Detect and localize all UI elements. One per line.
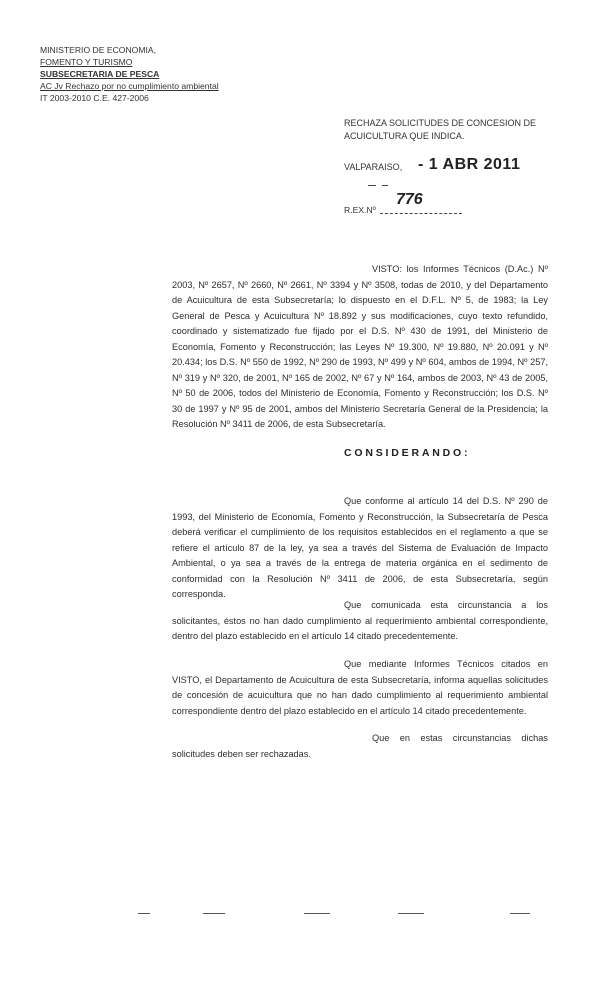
footer-mark xyxy=(510,913,530,914)
reference-line: AC Jv Rechazo por no cumplimiento ambiental xyxy=(40,81,219,91)
subsecretary-line: SUBSECRETARIA DE PESCA xyxy=(40,69,160,79)
considerando-paragraph-3: Que mediante Informes Técnicos citados en VISTO, el Departamento de Acuicultura de esta Subsecretaría, informa aquellas solicitudes de concesión de acuicultura que no han dado cumplimiento al requerimiento ambiental correspondiente dentro del plazo establecido en el artículo 14 citado precedentemente. xyxy=(172,659,548,716)
date-stamp: - 1 ABR 2011 xyxy=(418,156,521,173)
letterhead xyxy=(40,44,260,104)
visto-paragraph: VISTO: los Informes Técnicos (D.Ac.) Nº 2003, Nº 2657, Nº 2660, Nº 2661, Nº 3394 y Nº 3508, todas de 2010, y del Departamento de Acuicultura de esta Subsecretaría; lo dispuesto en el D.F.L. Nº 5, de 1983; la Ley General de Pesca y Acuicultura Nº 18.892 y sus modificaciones, cuyo texto refundido, coordinado y sistematizado fue fijado por el D.S. Nº 430 de 1991, del Ministerio de Economía, Fomento y Reconstrucción; las Leyes Nº 19.300, Nº 19.880, Nº 20.091 y Nº 20.434; los D.S. Nº 550 de 1992, Nº 290 de 1993, Nº 499 y Nº 604, ambos de 1994, Nº 257, Nº 319 y Nº 320, de 2001, Nº 165 de 2002, Nº 67 y Nº 164, ambos de 2003, Nº 43 de 2005, Nº 50 de 2006, todos del Ministerio de Economía, Fomento y Reconstrucción; los D.S. Nº 30 de 1997 y Nº 95 de 2001, ambos del Ministerio Secretaría General de la Presidencia; la Resolución Nº 3411 de 2006, de esta Subsecretaría. xyxy=(172,264,548,429)
resolution-label: R.EX.Nº xyxy=(344,205,376,215)
resolution-subject: RECHAZA SOLICITUDES DE CONCESION DE ACUICULTURA QUE INDICA. xyxy=(344,118,537,141)
footer-mark xyxy=(138,913,150,914)
dash-mark xyxy=(368,185,376,186)
reference-code-line: IT 2003-2010 C.E. 427-2006 xyxy=(40,93,149,103)
considerando-paragraph-2: Que comunicada esta circunstancia a los solicitantes, éstos no han dado cumplimiento al requerimiento ambiental correspondiente, dentro del plazo establecido en el artículo 14 citado precedentemente. xyxy=(172,600,548,641)
resolution-number: 776 xyxy=(396,191,423,208)
ministry-line: MINISTERIO DE ECONOMIA, xyxy=(40,45,157,55)
footer-mark xyxy=(304,913,330,914)
considerando-paragraph-4: Que en estas circunstancias dichas solicitudes deben ser rechazadas. xyxy=(172,733,548,759)
considerando-heading: CONSIDERANDO: xyxy=(344,447,471,459)
dash-mark xyxy=(382,185,388,186)
place-label: VALPARAISO, xyxy=(344,162,403,172)
footer-mark xyxy=(203,913,225,914)
footer-mark xyxy=(398,913,424,914)
ministry-line-2: FOMENTO Y TURISMO xyxy=(40,57,133,67)
resolution-underline xyxy=(380,213,462,214)
considerando-paragraph-1: Que conforme al artículo 14 del D.S. Nº 290 de 1993, del Ministerio de Economía, Fomento y Reconstrucción, la Subsecretaría de Pesca deberá verificar el cumplimiento de los requisitos establecidos en el reglamento a que se refiere el artículo 87 de la ley, ya sea a través del Sistema de Evaluación de Impacto Ambiental, o ya sea a través de la entrega de materia orgánica en el sedimento de conformidad con la Resolución Nº 3411 de 2006, de esta Subsecretaría, según corresponda. xyxy=(172,496,548,599)
